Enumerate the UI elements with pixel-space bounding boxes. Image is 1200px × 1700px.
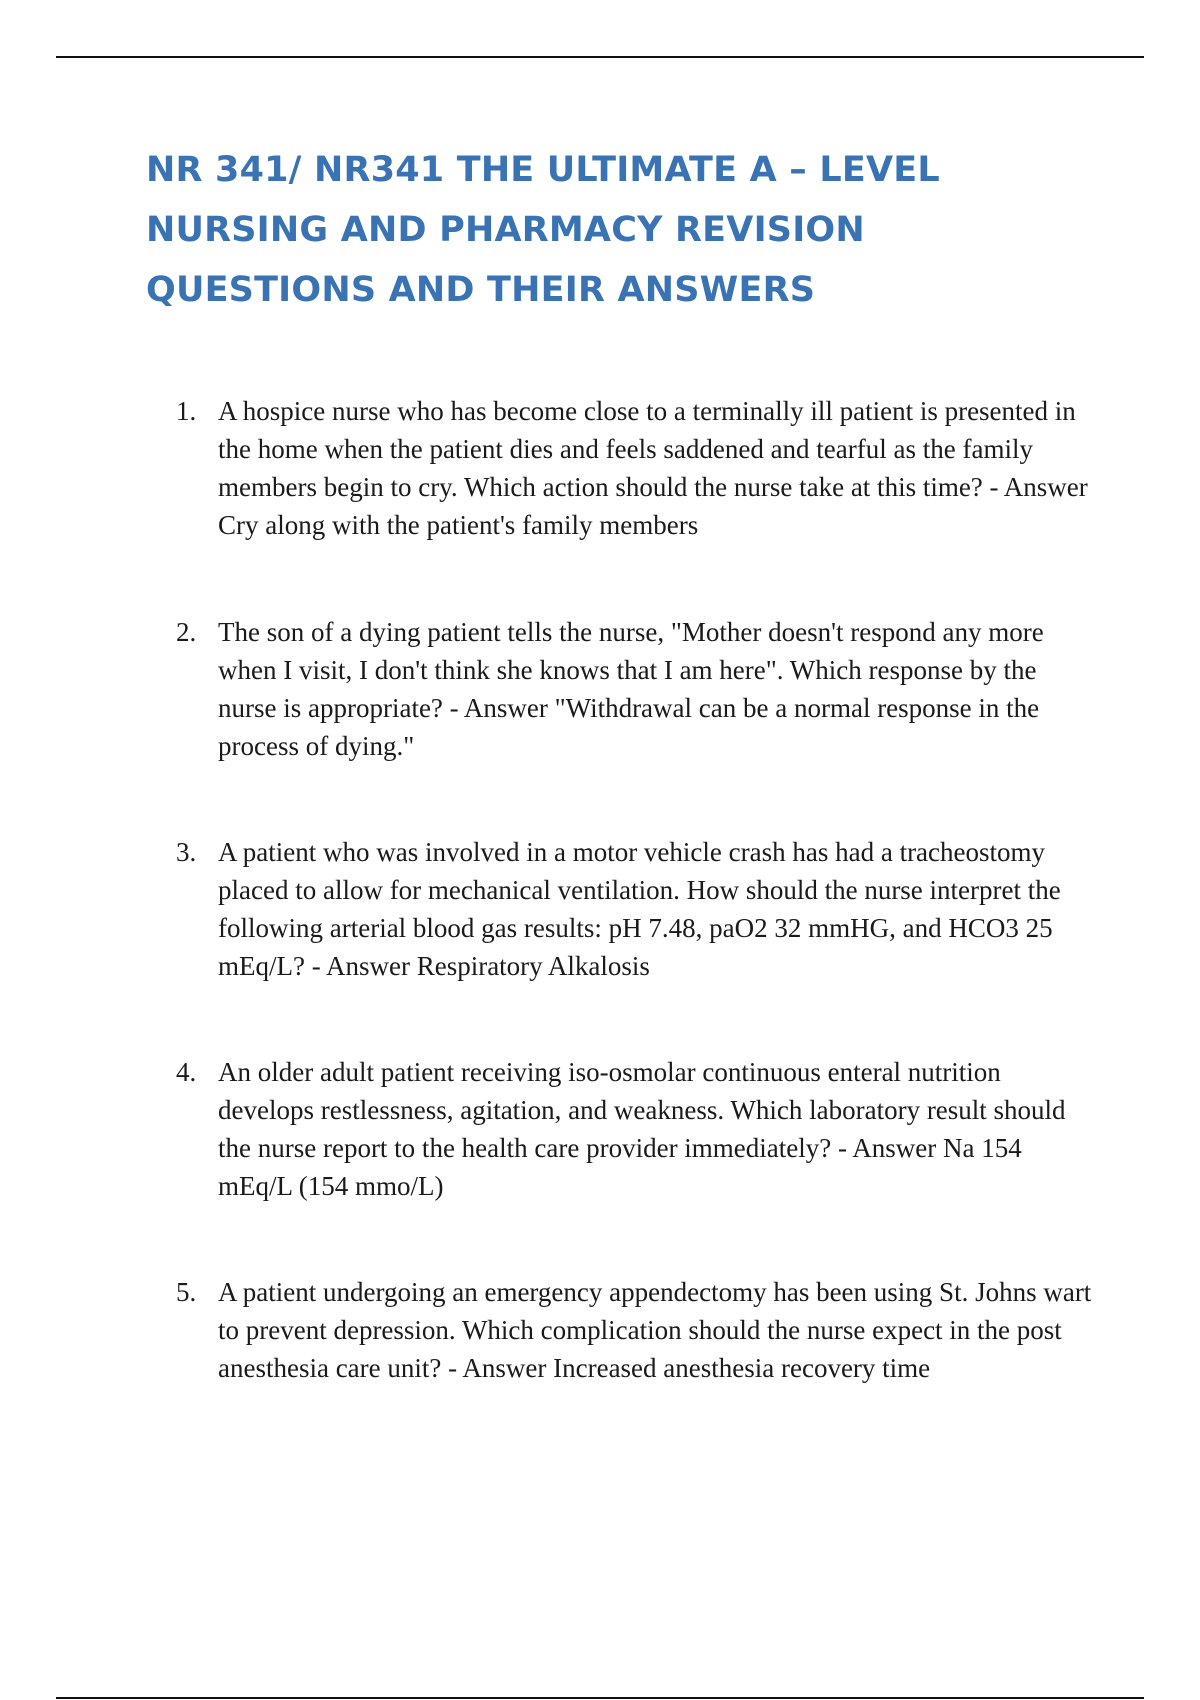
question-text: A patient undergoing an emergency appendectomy has been using St. Johns wart to prevent depression. Which complication should the nurse expect in the post anesthesia care unit? - Answer Increased anesthesia recovery time — [218, 1277, 1092, 1383]
title-line-1: NR 341/ NR341 THE ULTIMATE A – LEVEL — [146, 150, 940, 190]
title-line-2: NURSING AND PHARMACY REVISION — [146, 210, 865, 250]
question-item-2 — [176, 613, 1096, 765]
question-item-1 — [176, 392, 1096, 544]
question-text: A hospice nurse who has become close to a terminally ill patient is presented in the home when the patient dies and feels saddened and tearful as the family members begin to cry. Which action should the nurse take at this time? - Answer Cry along with the patient's family members — [218, 396, 1088, 540]
question-number: 1. — [176, 396, 197, 426]
question-item-3 — [176, 833, 1096, 985]
question-item-5 — [176, 1273, 1096, 1387]
question-number: 5. — [176, 1277, 197, 1307]
question-number: 4. — [176, 1057, 197, 1087]
question-text: The son of a dying patient tells the nurse, "Mother doesn't respond any more when I visit, I don't think she knows that I am here". Which response by the nurse is appropriate? - Answer "Withdrawal can be a normal response in the process of dying." — [218, 617, 1044, 761]
question-text: An older adult patient receiving iso-osmolar continuous enteral nutrition develops restlessness, agitation, and weakness. Which laboratory result should the nurse report to the health care provider immediately? - Answer Na 154 mEq/L (154 mmo/L) — [218, 1057, 1066, 1201]
question-text: A patient who was involved in a motor vehicle crash has had a tracheostomy placed to allow for mechanical ventilation. How should the nurse interpret the following arterial blood gas results: pH 7.48, paO2 32 mmHG, and HCO3 25 mEq/L? - Answer Respiratory Alkalosis — [218, 837, 1061, 981]
question-number: 2. — [176, 617, 197, 647]
bottom-rule — [56, 1697, 1144, 1699]
title-line-3: QUESTIONS AND THEIR ANSWERS — [146, 270, 816, 310]
question-number: 3. — [176, 837, 197, 867]
question-item-4 — [176, 1053, 1096, 1205]
